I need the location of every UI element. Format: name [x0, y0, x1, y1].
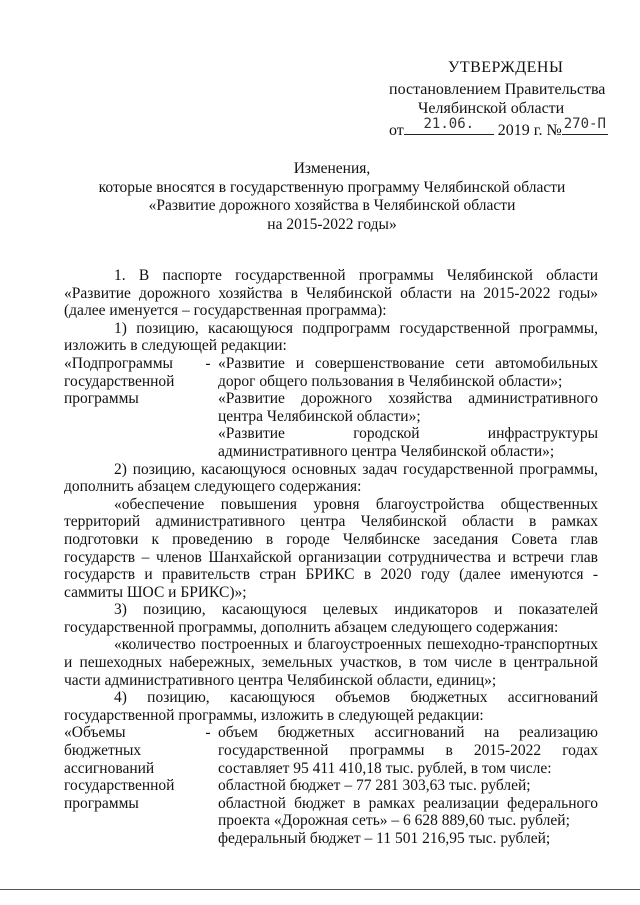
table-subprograms-values	[218, 355, 598, 461]
approval-number-handwritten: 270-П	[563, 116, 606, 132]
paragraph-5: 3) позицию, касающуюся целевых индикаторов и показателей государственной программы, дополнить абзацем следующего содержания:	[64, 601, 598, 636]
heading-line-2: которые вносятся в государственную программу Челябинской области	[98, 178, 566, 196]
table-subprograms	[64, 355, 598, 461]
paragraph-3: 2) позицию, касающуюся основных задач государственной программы, дополнить абзацем следующего содержания:	[64, 460, 598, 496]
table-budget-dash: -	[205, 724, 211, 742]
approval-from-prefix: от	[389, 122, 404, 139]
paragraph-7: 4) позицию, касающуюся объемов бюджетных ассигнований государственной программы, изложить в следующей редакции:	[64, 689, 598, 724]
subprogram-item-1: «Развитие и совершенствование сети автомобильных дорог общего пользования в Челябинской области»;	[218, 354, 598, 390]
approval-number-blank	[562, 118, 608, 135]
paragraph-4: «обеспечение повышения уровня благоустройства общественных территорий административного центра Челябинской области в рамках подготовки к проведению в городе Челябинске заседания Совета глав государств – членов Шанхайской организации сотрудничества и встречи глав государств и правительств стран БРИКС в 2020 году (далее именуются - саммиты ШОС и БРИКС)»;	[64, 495, 598, 601]
approval-issuer-line: постановлением Правительства	[389, 81, 606, 98]
subprogram-item-3: «Развитие городской инфраструктуры административного центра Челябинской области»;	[218, 425, 598, 460]
approval-date-handwritten: 21.06.	[423, 116, 475, 132]
table-budget	[64, 724, 598, 847]
approval-title: УТВЕРЖДЕНЫ	[448, 59, 564, 76]
budget-regional: областной бюджет – 77 281 303,63 тыс. рублей;	[218, 777, 531, 795]
heading-line-3: «Развитие дорожного хозяйства в Челябинской области	[148, 197, 516, 214]
budget-total: объем бюджетных ассигнований на реализацию государственной программы в 2015-2022 годах составляет 95 411 410,18 тыс. рублей, в том числе:	[218, 724, 598, 777]
approval-date-line	[389, 118, 608, 140]
page-bottom-rule	[0, 889, 640, 890]
approval-date-blank	[404, 118, 494, 135]
budget-federal: федеральный бюджет – 11 501 216,95 тыс. рублей;	[218, 830, 551, 847]
heading-line-1: Изменения,	[293, 160, 371, 177]
document-body	[64, 267, 598, 848]
paragraph-2: 1) позицию, касающуюся подпрограмм государственной программы, изложить в следующей редакции:	[64, 319, 598, 355]
table-budget-values	[218, 724, 598, 847]
approval-year-text: 2019 г. №	[497, 122, 562, 139]
paragraph-6: «количество построенных и благоустроенных пешеходно-транспортных и пешеходных набережных, земельных участков, в том числе в центральной части административного центра Челябинской области, единиц»;	[64, 636, 598, 689]
heading-line-4: на 2015-2022 годы»	[267, 215, 397, 233]
table-subprograms-dash: -	[205, 354, 211, 372]
table-subprograms-label: «Подпрограммы государственной программы	[64, 354, 175, 408]
document-heading	[60, 160, 604, 234]
budget-regional-federal-project: областной бюджет в рамках реализации федерального проекта «Дорожная сеть» – 6 628 889,60 тыс. рублей;	[218, 794, 598, 830]
approval-region-line: Челябинской области	[418, 100, 565, 117]
paragraph-1: 1. В паспорте государственной программы Челябинской области «Развитие дорожного хозяйства в Челябинской области на 2015-2022 годы» (далее именуется – государственная программа):	[64, 267, 598, 320]
subprogram-item-2: «Развитие дорожного хозяйства административного центра Челябинской области»;	[218, 390, 598, 425]
table-budget-label: «Объемы бюджетных ассигнований государственной программы	[64, 724, 175, 812]
